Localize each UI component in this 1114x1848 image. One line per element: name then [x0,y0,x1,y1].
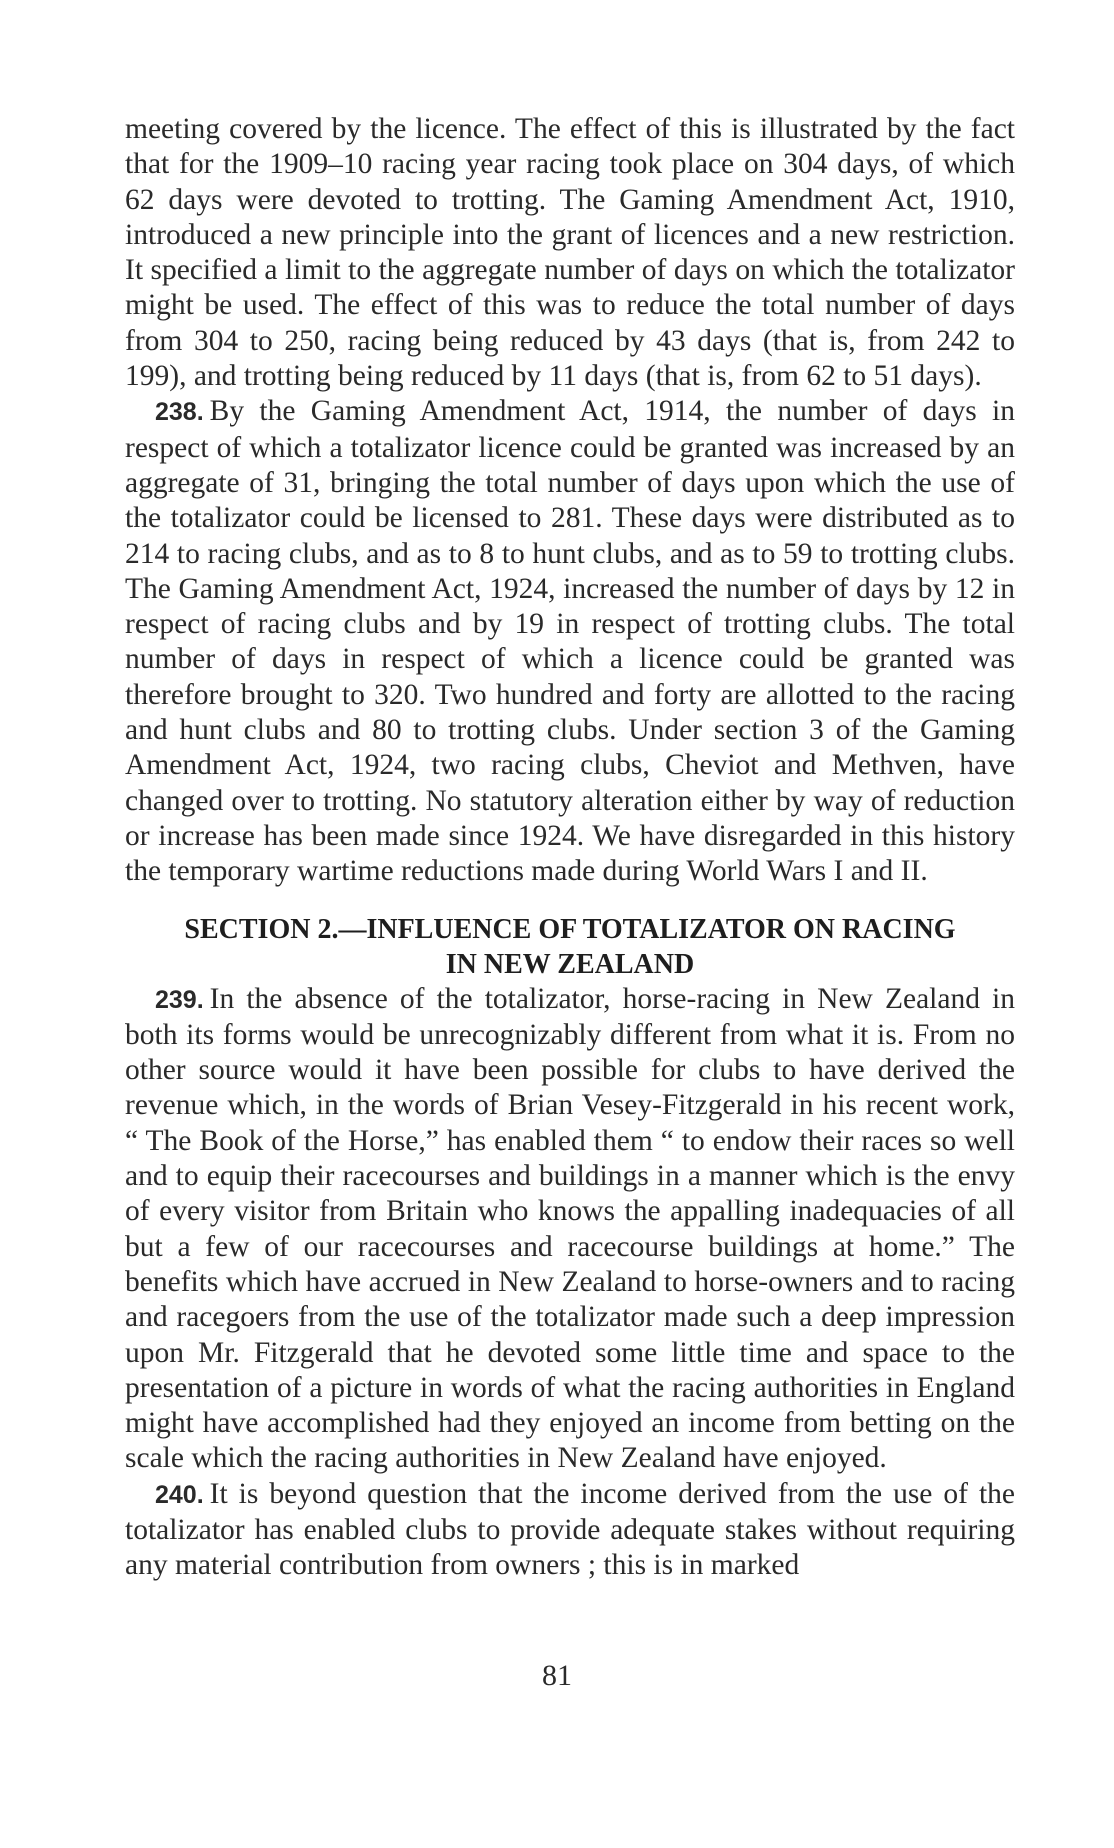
paragraph-number: 239. [155,985,204,1014]
paragraph-number: 238. [155,398,204,427]
paragraph-239 [125,982,1015,1477]
paragraph-240 [125,1477,1015,1584]
paragraph-text: By the Gaming Amendment Act, 1914, the number of days in respect of which a totalizator licence could be granted was increased by an aggregate of 31, bringing the total number of days upon which the use of the totalizator could be licensed to 281. These days were distributed as to 214 to racing clubs, and as to 8 to hunt clubs, and as to 59 to trotting clubs. The Gaming Amendment Act, 1924, increased the number of days by 12 in respect of racing clubs and by 19 in respect of trotting clubs. The total number of days in respect of which a licence could be granted was therefore brought to 320. Two hundred and forty are allotted to the racing and hunt clubs and 80 to trotting clubs. Under section 3 of the Gaming Amendment Act, 1924, two racing clubs, Cheviot and Methven, have changed over to trotting. No statutory alteration either by way of reduction or increase has been made since 1924. We have disregarded in this history the temporary wartime reductions made during World Wars I and II. [125,395,1015,888]
section-heading-line-2: IN NEW ZEALAND [445,948,695,980]
paragraph-text: meeting covered by the licence. The effect of this is illustrated by the fact that for the 1909–10 racing year racing took place on 304 days, of which 62 days were devoted to trotting. The Gaming Amendment Act, 1910, introduced a new principle into the grant of licences and a new restriction. It specified a limit to the aggregate number of days on which the totalizator might be used. The effect of this was to reduce the total number of days from 304 to 250, racing being reduced by 43 days (that is, from 242 to 199), and trotting being reduced by 11 days (that is, from 62 to 51 days). [125,113,1015,393]
paragraph-238 [125,394,1015,889]
page-number: 81 [542,1659,572,1692]
paragraph-text: It is beyond question that the income derived from the use of the totalizator has enabled clubs to provide adequate stakes without requiring any material contribution from owners ; this is in marked [125,1477,1015,1582]
section-heading [125,912,1015,982]
page-body [125,112,1015,1584]
paragraph-continued [125,112,1015,394]
paragraph-number: 240. [155,1480,204,1509]
paragraph-text: In the absence of the totalizator, horse-racing in New Zealand in both its forms would be unrecognizably different from what it is. From no other source would it have been possible for clubs to have derived the revenue which, in the words of Brian Vesey-Fitzgerald in his recent work, “ The Book of the Horse,” has enabled them “ to endow their races so well and to equip their racecourses and buildings in a manner which is the envy of every visitor from Britain who knows the appalling inadequacies of all but a few of our racecourses and racecourse buildings at home.” The benefits which have accrued in New Zealand to horse-owners and to racing and racegoers from the use of the totalizator made such a deep impression upon Mr. Fitzgerald that he devoted some little time and space to the presentation of a picture in words of what the racing authorities in England might have accomplished had they enjoyed an income from betting on the scale which the racing authorities in New Zealand have enjoyed. [125,982,1015,1475]
section-heading-line-1: SECTION 2.—INFLUENCE OF TOTALIZATOR ON RACING [184,913,956,945]
